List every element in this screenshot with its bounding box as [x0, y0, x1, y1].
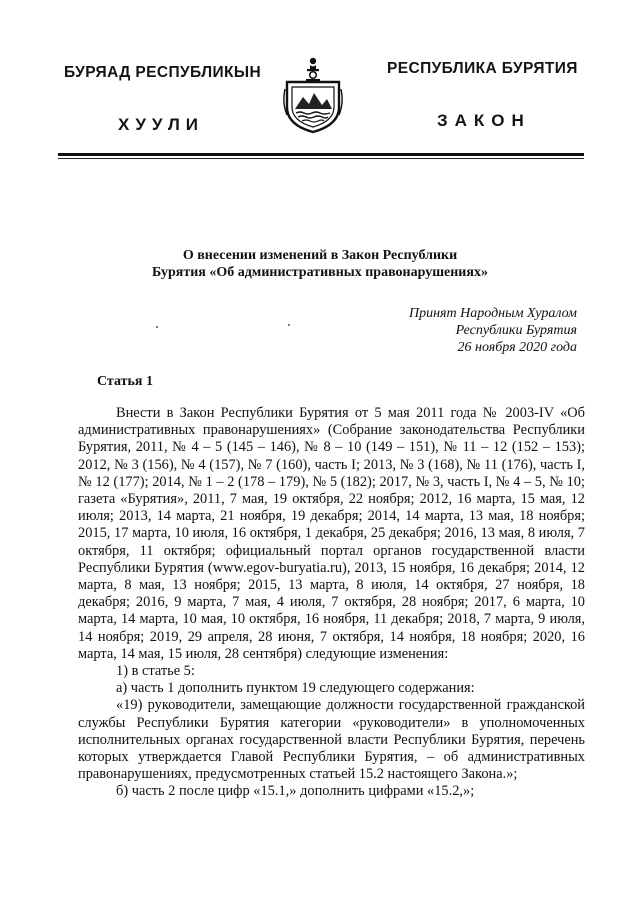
article-item-1: 1) в статье 5: [116, 663, 195, 680]
adoption-line-1: Принят Народным Хуралом [408, 306, 577, 321]
buryatia-coat-of-arms-icon [281, 55, 345, 135]
header-divider-thick [58, 153, 584, 156]
article-item-1a-text: «19) руководители, замещающие должности государственной гражданской службы Республики Бурятия категории «руководители» в уполномоченных исполнительных органах государственной власти Республики Бурятия, перечень которых утверждается Главой Республики Бурятия, – об административных правонарушениях, предусмотренных статьей 15.2 настоящего Закона.»; [78, 697, 585, 783]
scan-speck [288, 324, 290, 326]
header-buryat-republic: БУРЯАД РЕСПУБЛИКЫН [64, 64, 262, 81]
article-item-1a: а) часть 1 дополнить пунктом 19 следующего содержания: [116, 680, 475, 697]
adoption-note [317, 305, 577, 356]
law-title [120, 247, 520, 281]
header-buryat-law: ХУУЛИ [118, 115, 204, 134]
header-divider-thin [58, 158, 584, 159]
header-russian-law: ЗАКОН [437, 111, 531, 130]
adoption-line-2: Республики Бурятия [455, 323, 577, 338]
law-title-line-1: О внесении изменений в Закон Республики [182, 248, 458, 263]
header-russian-republic: РЕСПУБЛИКА БУРЯТИЯ [387, 60, 578, 77]
article-intro-paragraph: Внести в Закон Республики Бурятия от 5 мая 2011 года № 2003-IV «Об административных правонарушениях» (Собрание законодательства Республики Бурятия, 2011, № 4 – 5 (145 – 146), № 8 – 10 (149 – 151), № 11 – 12 (152 – 153); 2012, № 3 (156), № 4 (157), № 7 (160), часть I; 2013, № 3 (168), № 11 (176), часть I, № 12 (177); 2014, № 1 – 2 (178 – 179), № 5 (182); 2017, № 3, часть I, № 4 – 5, № 10; газета «Бурятия», 2011, 7 мая, 19 октября, 22 ноября; 2012, 16 марта, 15 мая, 12 июля; 2013, 14 марта, 21 ноября, 19 декабря; 2014, 14 марта, 13 мая, 18 ноября; 2015, 17 марта, 10 июля, 16 октября, 1 декабря, 25 декабря; 2016, 13 мая, 8 июля, 7 октября, 11 октября; официальный портал органов государственной власти Республики Бурятия (www.egov-buryatia.ru), 2013, 15 ноября, 16 декабря; 2014, 12 марта, 8 мая, 13 ноября; 2015, 13 марта, 8 июля, 14 октября, 27 ноября, 18 декабря; 2016, 9 марта, 7 мая, 4 июля, 7 октября, 28 ноября; 2017, 6 марта, 10 марта, 14 марта, 10 мая, 10 октября, 16 ноября, 11 декабря; 2018, 7 марта, 9 июля, 14 ноября; 2019, 29 апреля, 28 июня, 7 октября, 14 ноября, 18 ноября; 2020, 16 марта, 14 мая, 15 июля, 28 сентября) следующие изменения: [78, 405, 585, 662]
law-title-line-2: Бурятия «Об административных правонарушениях» [152, 265, 488, 280]
article-body [78, 405, 585, 801]
adoption-date: 26 ноября 2020 года [457, 340, 577, 355]
article-heading: Статья 1 [97, 374, 153, 389]
scan-speck [156, 326, 158, 328]
article-item-1b: б) часть 2 после цифр «15.1,» дополнить цифрами «15.2,»; [116, 783, 475, 800]
